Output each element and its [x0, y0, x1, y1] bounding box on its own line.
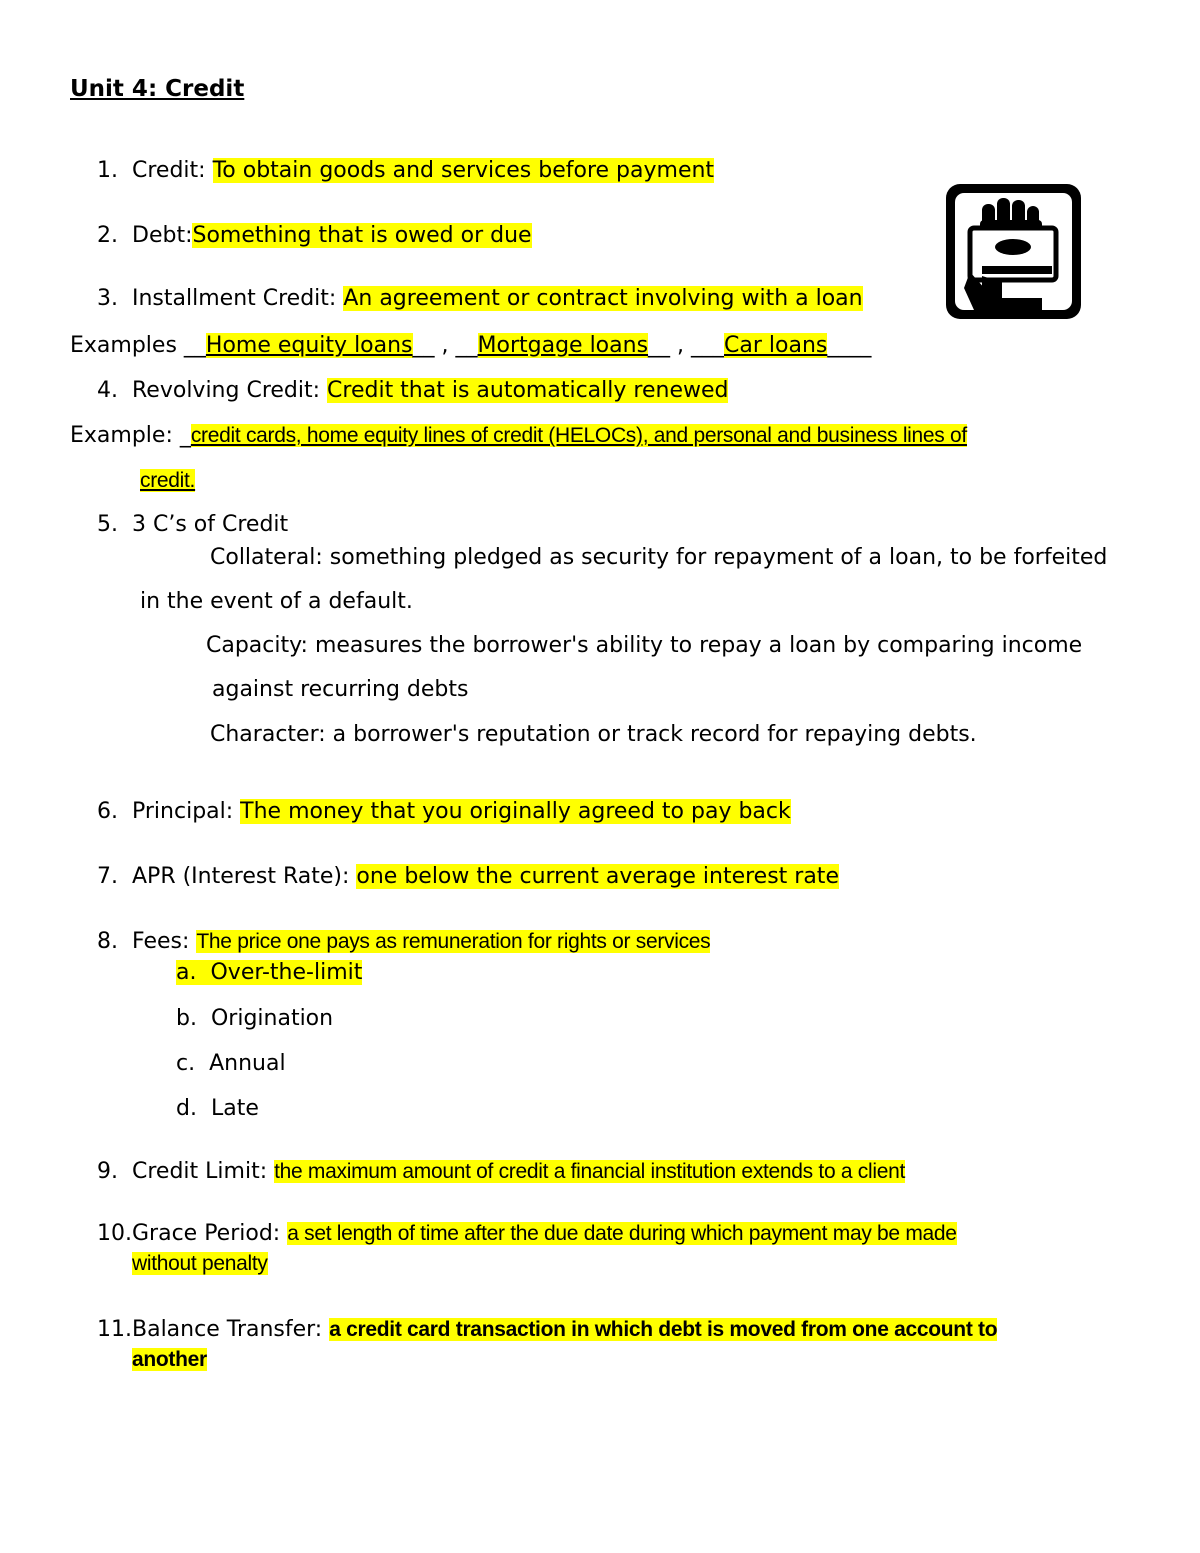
- definition-line2: another: [132, 1348, 207, 1371]
- term-label: Debt:: [132, 223, 193, 248]
- item-grace-period: [97, 1219, 957, 1249]
- term-label: Credit Limit:: [132, 1159, 275, 1184]
- item-number: 3.: [97, 286, 118, 311]
- sub-letter: c.: [176, 1051, 196, 1076]
- item-three-cs: [97, 510, 288, 540]
- sub-letter: a.: [176, 960, 197, 985]
- item-apr: [97, 862, 839, 892]
- sub-text: Over-the-limit: [210, 960, 363, 985]
- fee-origination: [176, 1004, 333, 1034]
- term-label: Grace Period:: [132, 1221, 288, 1246]
- term-label: Installment Credit:: [132, 286, 344, 311]
- item-number: 2.: [97, 223, 118, 248]
- item-installment-credit: [97, 284, 863, 314]
- definition: The money that you originally agreed to pay back: [240, 799, 791, 824]
- collateral-line2: in the event of a default.: [140, 589, 413, 614]
- grace-period-cont: [132, 1249, 268, 1279]
- term-label: APR (Interest Rate):: [132, 864, 357, 889]
- item-number: 1.: [97, 158, 118, 183]
- term-label: Fees:: [132, 929, 197, 954]
- definition: the maximum amount of credit a financial institution extends to a client: [274, 1160, 906, 1183]
- sub-letter: d.: [176, 1096, 197, 1121]
- item-credit: [97, 156, 714, 186]
- page-title: Unit 4: Credit: [70, 76, 245, 102]
- revolving-example-cont: [140, 466, 195, 496]
- term-label: Credit:: [132, 158, 213, 183]
- revolving-example: Example: _credit cards, home equity lines of credit (HELOCs), and personal and business lines of: [70, 423, 967, 448]
- example-text-line2: credit.: [140, 469, 196, 492]
- item-balance-transfer: [97, 1315, 997, 1345]
- item-fees: [97, 927, 710, 957]
- fee-late: [176, 1094, 259, 1124]
- definition-line1: a credit card transaction in which debt is moved from one account to: [329, 1318, 998, 1341]
- collateral-line1: Collateral: something pledged as security for repayment of a loan, to be forfeited: [210, 545, 1108, 570]
- item-number: 7.: [97, 864, 118, 889]
- term-label: 3 C’s of Credit: [132, 512, 289, 537]
- item-revolving-credit: [97, 376, 728, 406]
- installment-examples: Examples __Home equity loans__ , __Mortgage loans__ , ___Car loans____: [70, 333, 872, 358]
- capacity-line2: against recurring debts: [212, 677, 469, 702]
- definition: The price one pays as remuneration for rights or services: [196, 930, 711, 953]
- term-label: Revolving Credit:: [132, 378, 328, 403]
- example-car-loans: Car loans: [724, 333, 828, 358]
- term-label: Balance Transfer:: [132, 1317, 330, 1342]
- sub-letter: b.: [176, 1006, 197, 1031]
- item-number: 6.: [97, 799, 118, 824]
- item-number: 11.: [97, 1317, 132, 1342]
- term-label: Principal:: [132, 799, 241, 824]
- item-number: 9.: [97, 1159, 118, 1184]
- fee-annual: [176, 1049, 286, 1079]
- item-credit-limit: [97, 1157, 905, 1187]
- capacity-line1: Capacity: measures the borrower's ability to repay a loan by comparing income: [206, 633, 1083, 658]
- example-home-equity: Home equity loans: [205, 333, 413, 358]
- item-debt: [97, 221, 532, 251]
- sub-text: Annual: [209, 1051, 286, 1076]
- sub-text: Origination: [210, 1006, 334, 1031]
- fee-over-the-limit: [176, 958, 362, 988]
- hand-holding-credit-card-icon: [942, 180, 1085, 323]
- item-number: 8.: [97, 929, 118, 954]
- item-number: 4.: [97, 378, 118, 403]
- item-principal: [97, 797, 791, 827]
- examples-label: Examples: [70, 333, 177, 358]
- example-mortgage: Mortgage loans: [477, 333, 649, 358]
- item-number: 5.: [97, 512, 118, 537]
- sub-text: Late: [210, 1096, 259, 1121]
- definition: Credit that is automatically renewed: [327, 378, 729, 403]
- definition: To obtain goods and services before payment: [212, 158, 715, 183]
- example-label: Example:: [70, 423, 180, 448]
- character-line: Character: a borrower's reputation or track record for repaying debts.: [210, 722, 977, 747]
- balance-transfer-cont: [132, 1345, 207, 1375]
- definition-line1: a set length of time after the due date during which payment may be made: [287, 1222, 957, 1245]
- item-number: 10.: [97, 1221, 132, 1246]
- example-text-line1: credit cards, home equity lines of credit (HELOCs), and personal and business lines of: [190, 424, 967, 447]
- definition-line2: without penalty: [132, 1252, 268, 1275]
- definition: Something that is owed or due: [192, 223, 532, 248]
- definition: An agreement or contract involving with a loan: [343, 286, 863, 311]
- definition: one below the current average interest rate: [356, 864, 839, 889]
